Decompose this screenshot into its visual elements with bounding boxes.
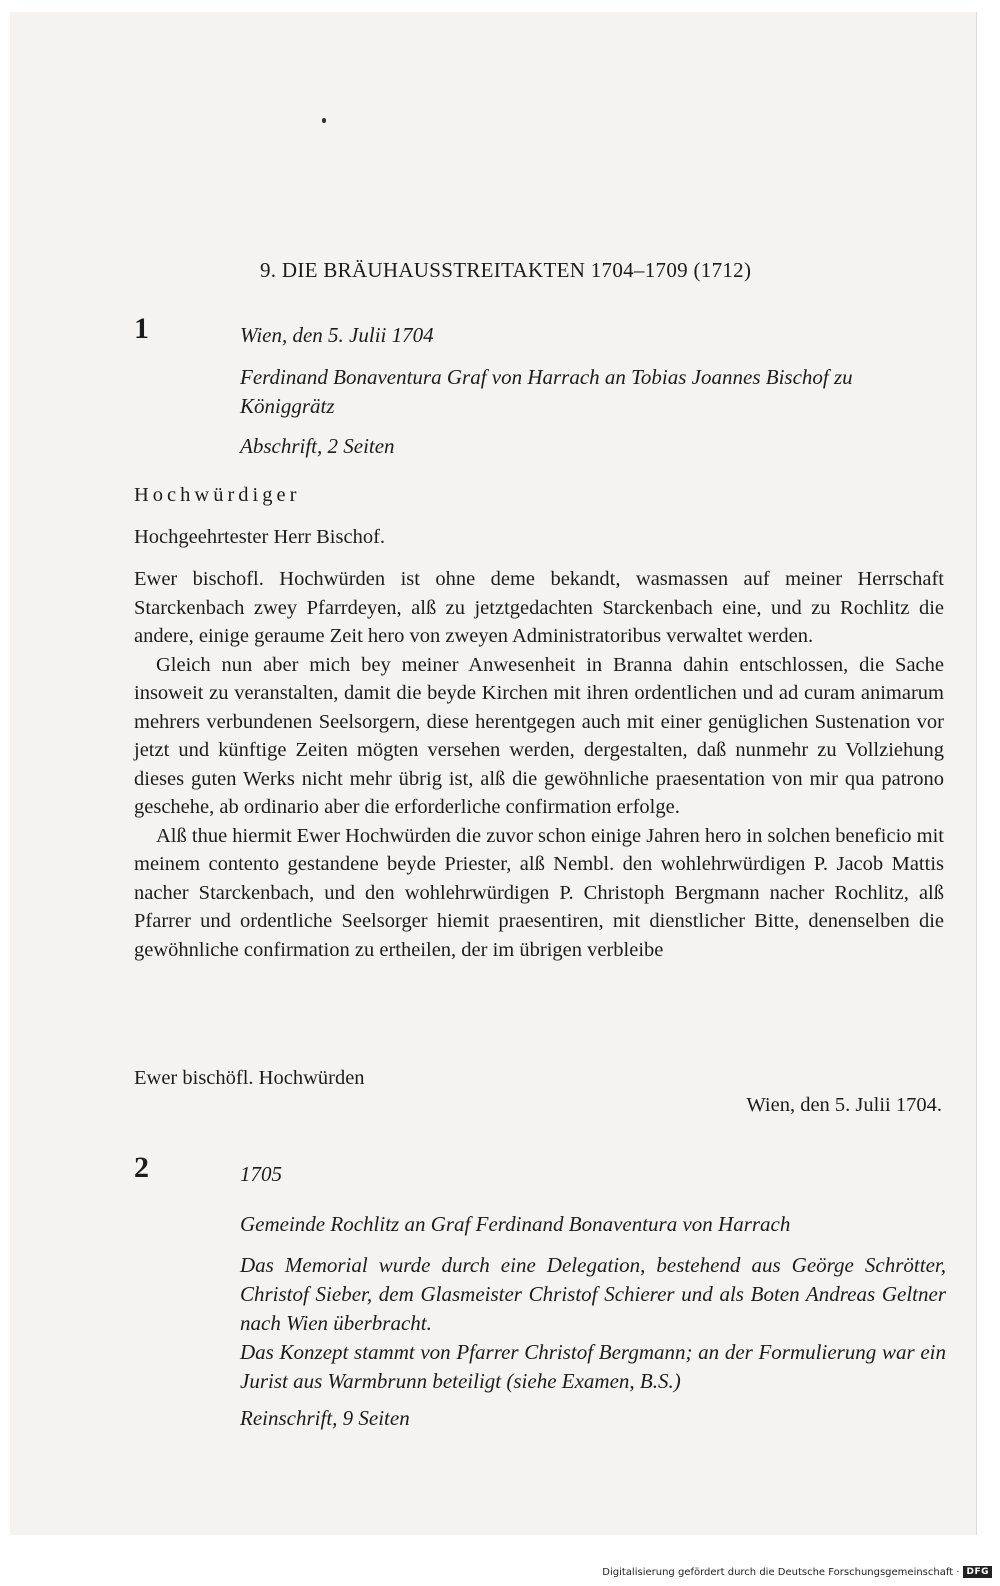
paragraph-3: Alß thue hiermit Ewer Hochwürden die zuvor schon einige Jahren hero in solchen beneficio mit meinem contento gestandene beyde Priester, alß Nembl. den wohlehrwürdigen P. Jacob Mattis nacher Starckenbach, und den wohlehrwürdigen P. Christoph Bergmann nacher Rochlitz, alß Pfarrer und ordentliche Seelsorger hiemit praesentiren, mit dienstlicher Bitte, denenselben die gewöhnliche confirmation zu ertheilen, der im übrigen verbleibe [134, 824, 944, 961]
document-2-sender-recipient: Gemeinde Rochlitz an Graf Ferdinand Bonaventura von Harrach [240, 1212, 791, 1236]
document-1-date: Wien, den 5. Julii 1704 [240, 323, 434, 347]
document-1-form: Abschrift, 2 Seiten [240, 434, 395, 458]
document-2-delegation-note: Das Memorial wurde durch eine Delegation, bestehend aus Geörge Schrötter, Christof Sieber, dem Glasmeister Christof Schierer und als Boten Andreas Geltner nach Wien überbracht. [240, 1253, 946, 1335]
ink-speck [322, 118, 326, 123]
document-number-1: 1 [134, 312, 149, 345]
document-number-2: 2 [134, 1151, 149, 1184]
document-2-form: Reinschrift, 9 Seiten [240, 1406, 410, 1430]
dateline: Wien, den 5. Julii 1704. [746, 1094, 942, 1116]
document-1-sender-recipient: Ferdinand Bonaventura Graf von Harrach an Tobias Joannes Bischof zu Königgrätz [240, 365, 853, 418]
paragraph-1: Ewer bischofl. Hochwürden ist ohne deme bekandt, wasmassen auf meiner Herrschaft Starckenbach zwey Pfarrdeyen, alß zu jetztgedachten Starckenbach eine, und zu Rochlitz die andere, einige geraume Zeit hero von zweyen Administratoribus verwaltet werden. [134, 568, 944, 647]
document-2-draft-note: Das Konzept stammt von Pfarrer Christof Bergmann; an der Formulierung war ein Jurist aus Warmbrunn beteiligt (siehe Examen, B.S.) [240, 1340, 946, 1393]
address-line: Hochgeehrtester Herr Bischof. [134, 526, 386, 548]
footer-text: Digitalisierung gefördert durch die Deutsche Forschungsgemeinschaft · [602, 1566, 960, 1578]
dfg-logo: DFG [963, 1566, 992, 1578]
salutation: Hochwürdiger [134, 484, 301, 506]
paragraph-2: Gleich nun aber mich bey meiner Anwesenheit in Branna dahin entschlossen, die Sache insoweit zu veranstalten, damit die beyde Kirchen mit ihren ordentlichen und ad curam animarum mehrers verbundenen Seelsorgern, diese herentgegen auch mit einer genüglichen Sustenation vor jetzt und künftige Zeiten mögten versehen werden, dergestalten, daß nunmehr zu Vollziehung dieses guten Werks nicht mehr übrig ist, alß die gewöhnliche praesentation von mir qua patrono geschehe, ab ordinario aber die erforderliche confirmation erfolge. [134, 653, 944, 818]
closing-formula: Ewer bischöfl. Hochwürden [134, 1067, 365, 1089]
document-2-date: 1705 [240, 1162, 282, 1186]
chapter-heading: 9. DIE BRÄUHAUSSTREITAKTEN 1704–1709 (1712) [260, 258, 752, 282]
digitization-footer [602, 1566, 992, 1578]
letter-body [134, 565, 944, 964]
